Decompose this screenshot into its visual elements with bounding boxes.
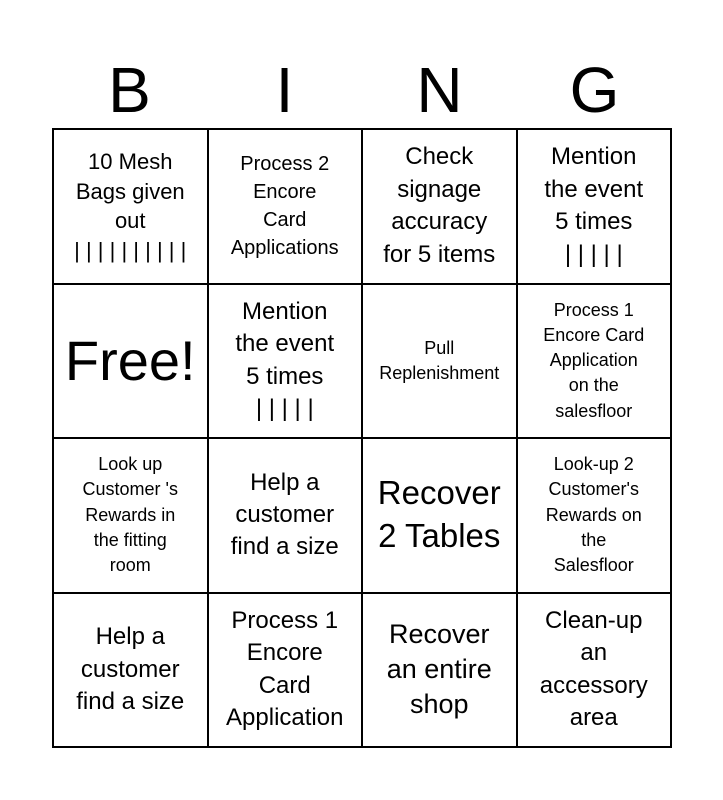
bingo-cell-r4c3[interactable] [362, 593, 517, 748]
bingo-board [52, 128, 672, 748]
bingo-cell-r3c3[interactable] [362, 438, 517, 593]
free-space-label: Free! [64, 328, 196, 392]
bingo-cell-r1c4[interactable] [517, 129, 672, 284]
cell-label: Look-up 2 Customer's Rewards on the Salesfloor [545, 454, 642, 576]
bingo-cell-r3c1[interactable] [53, 438, 208, 593]
bingo-cell-free[interactable] [53, 284, 208, 439]
cell-label: Clean-up an accessory area [539, 606, 648, 732]
bingo-cell-r4c2[interactable] [208, 593, 363, 748]
bingo-cell-r1c2[interactable] [208, 129, 363, 284]
cell-label: Process 1 Encore Card Application [226, 606, 344, 732]
bingo-cell-r3c2[interactable] [208, 438, 363, 593]
bingo-cell-r4c1[interactable] [53, 593, 208, 748]
header-letter-b: B [108, 54, 151, 126]
header-letter-g: G [569, 54, 620, 126]
cell-label: Mention the event 5 times | | | | | [544, 143, 644, 268]
cell-label: Help a customer find a size [76, 623, 185, 715]
cell-label: Process 2 Encore Card Applications [230, 153, 339, 260]
bingo-cell-r2c3[interactable] [362, 284, 517, 439]
header-letter-i: I [275, 54, 294, 126]
cell-label: Recover an entire shop [386, 619, 492, 720]
bingo-header [52, 52, 672, 128]
bingo-cell-r3c4[interactable] [517, 438, 672, 593]
cell-label: Help a customer find a size [230, 468, 339, 561]
bingo-cell-r2c2[interactable] [208, 284, 363, 439]
cell-label: Pull Replenishment [379, 337, 500, 383]
cell-label: Recover 2 Tables [377, 474, 501, 555]
cell-label: 10 Mesh Bags given out | | | | | | | | | | [74, 148, 187, 263]
bingo-cell-r2c4[interactable] [517, 284, 672, 439]
bingo-cell-r4c4[interactable] [517, 593, 672, 748]
header-letter-n: N [416, 54, 463, 126]
bingo-cell-r1c3[interactable] [362, 129, 517, 284]
cell-label: Mention the event 5 times | | | | | [235, 297, 335, 423]
cell-label: Process 1 Encore Card Application on the salesfloor [543, 299, 645, 421]
cell-label: Check signage accuracy for 5 items [383, 143, 496, 268]
bingo-cell-r1c1[interactable] [53, 129, 208, 284]
cell-label: Look up Customer 's Rewards in the fitting room [82, 454, 178, 576]
